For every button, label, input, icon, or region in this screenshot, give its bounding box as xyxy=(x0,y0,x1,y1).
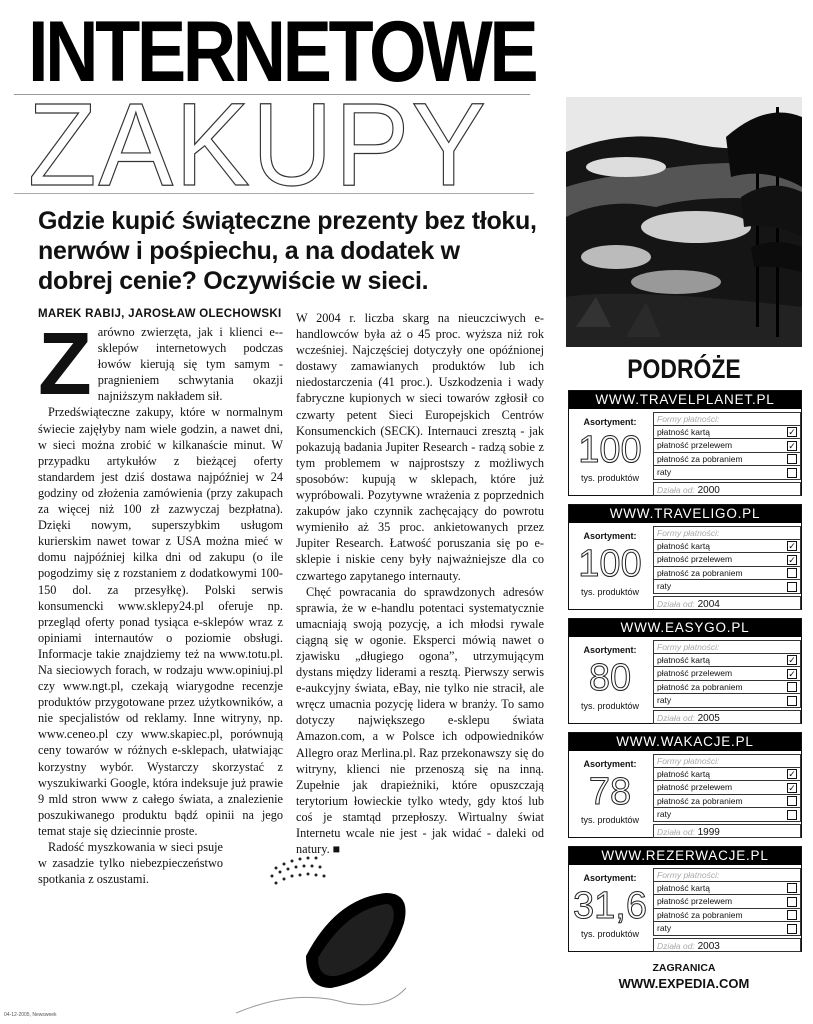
payment-installments-label: raty xyxy=(657,467,672,477)
shop-url: WWW.TRAVELIGO.PL xyxy=(569,505,801,523)
assortment-unit: tys. produktów xyxy=(580,473,640,483)
assortment-value: 100 xyxy=(578,429,642,471)
payment-card-checkbox: ✓ xyxy=(788,655,796,665)
mouse-illustration xyxy=(236,838,456,1018)
shop-card xyxy=(568,846,802,952)
article-paragraph: Chęć powracania do sprawdzonych adresów sprawia, że w e-handlu potentaci systematycznie umacniają swoją pozycję, a ich młodsi rywale ciągną się w ogonie. Eksperci mówią nawet o zjawisku „długiego ogona”, utrzymującym dystans między liderami a resztą. Pierwszy serwis e-aukcyjny świata, eBay, nie tylko nie stracił, ale wręcz umacnia pozycję lidera w branży. To samo dotyczy największego e-sklepu świata Amazon.com, a w Polsce ich odpowiedników Allegro oraz Merlina.pl. Raz przekonawszy się do witryny, klienci nie przenoszą się na inną. Zupełnie jak drapieżniki, które opuszczają terytorium łowieckie tylko wtedy, gdy ktoś lub coś je stamtąd przepłoszy. Wirtualny świat Internetu wcale nie jest - jak widać - daleki od natury. ■ xyxy=(296,584,544,857)
headline-bottom: ZAKUPY xyxy=(28,79,488,211)
payment-installments-label: raty xyxy=(657,923,672,933)
payment-header: Formy płatności: xyxy=(653,526,801,540)
payment-transfer-checkbox: ✓ xyxy=(788,668,796,679)
sidebar-title: PODRÓŻE xyxy=(627,354,741,384)
payment-transfer-row xyxy=(653,439,801,453)
since-label: Działa od: xyxy=(657,598,695,609)
payment-header: Formy płatności: xyxy=(653,412,801,426)
sidebar-footer-label: ZAGRANICA xyxy=(652,962,716,974)
payment-installments-row xyxy=(653,466,801,480)
payment-cod-checkbox xyxy=(787,796,797,806)
payment-transfer-label: płatność przelewem xyxy=(657,782,733,792)
payment-installments-row xyxy=(653,808,801,822)
payment-installments-checkbox xyxy=(787,924,797,934)
assortment-label: Asortyment: xyxy=(583,645,637,655)
payment-transfer-checkbox: ✓ xyxy=(788,554,796,565)
payment-card-label: płatność kartą xyxy=(657,426,710,437)
payment-cod-label: płatność za pobraniem xyxy=(657,453,743,464)
shop-url: WWW.EASYGO.PL xyxy=(569,619,801,637)
payment-installments-label: raty xyxy=(657,581,672,591)
shop-card xyxy=(568,732,802,838)
since-year: 2005 xyxy=(697,712,720,724)
payment-cod-row xyxy=(653,453,801,467)
payment-installments-row xyxy=(653,580,801,594)
payment-transfer-label: płatność przelewem xyxy=(657,440,733,450)
payment-cod-checkbox xyxy=(787,910,797,920)
assortment-label: Asortyment: xyxy=(583,417,637,427)
since-year: 1999 xyxy=(697,826,720,838)
payment-cod-label: płatność za pobraniem xyxy=(657,795,743,806)
since-year: 2004 xyxy=(697,598,720,610)
article-paragraph: Przedświąteczne zakupy, które w normalnym świecie zajęłyby nam wiele godzin, a nawet dni, w sieci można zrobić w kilkanaście minut. W przypadku artykułów z bieżącej oferty standardem jest dziś dostawa najpóźniej w 24 godziny od złożenia zamówienia (przy zakupach za więcej niż 100 zł zazwyczaj bezpłatna). Dzięki nowym, superszybkim usługom kurierskim nawet towar z USA można mieć w domu najpóźniej kilka dni od zakupu (o ile pogodzimy się z rozstaniem z dodatkowymi 100-150 dol. za przesyłkę). Polski serwis konsumencki www.sklepy24.pl oferuje np. przegląd oferty ponad tysiąca e-sklepów wraz z opiniami internautów o poziomie obsługi. Informacje takie znajdziemy też na www.totu.pl. Na sieciowych forach, w rodzaju www.opiniuj.pl czy www.ngt.pl, czekają wiarygodne recenzje produktów przygotowane przez użytkowników, a nie specjalistów od reklamy. Inne witryny, np. www.ceneo.pl czy www.skapiec.pl, porównują ceny towarów w różnych e-sklepach, ułatwiając korzystny wybór. Wystarczy skorzystać z wyszukiwarki Google, która indeksuje już prawie 9 mld stron www z całego świata, a znalezienie poszukiwanego produktu bądź opinii na jego temat staje się dziecinnie proste. xyxy=(38,405,283,838)
assortment-label: Asortyment: xyxy=(583,531,637,541)
payment-cod-label: płatność za pobraniem xyxy=(657,909,743,920)
payment-installments-row xyxy=(653,694,801,708)
assortment-value: 78 xyxy=(588,771,632,813)
payment-card-label: płatność kartą xyxy=(657,882,710,893)
assortment-value: 100 xyxy=(578,543,642,585)
since-label: Działa od: xyxy=(657,826,695,837)
payment-transfer-label: płatność przelewem xyxy=(657,668,733,678)
drop-cap: Z xyxy=(38,314,92,413)
sidebar-footer-url: WWW.EXPEDIA.COM xyxy=(618,976,750,991)
article-paragraph: W 2004 r. liczba skarg na nieuczciwych e-handlowców była aż o 45 proc. wyższa niż rok wcześniej. Najczęściej dotyczyły one opóźnionej dostawy zamawianych produktów lub ich niedostarczenia (41 proc.). Uszkodzenia i wady fabryczne kupionych w sieci towarów zgłosił co czwarty petent Sieci Europejskich Centrów Konsumenckich (SECK). Internauci zresztą - jak pokazują badania Jupiter Research - radzą sobie z tym problemem w najprostszy z możliwych sposobów: kupują w sklepach, które już wypróbowali. Pozytywne wrażenia z poprzednich zakupów jako czynnik zachęcający do powrotu wymieniło aż 35 proc. ankietowanych przez Jupiter Research. Łatwość poruszania się po e-sklepie i niskie ceny były najważniejsze dla co czwartego zapytanego internauty. xyxy=(296,311,544,583)
payment-transfer-label: płatność przelewem xyxy=(657,554,733,564)
page-credit: 04-12-2005, Newsweek xyxy=(4,1012,57,1018)
assortment-unit: tys. produktów xyxy=(580,701,640,711)
payment-card-checkbox: ✓ xyxy=(788,769,796,779)
shop-card xyxy=(568,618,802,724)
assortment-label: Asortyment: xyxy=(583,873,637,883)
payment-card-checkbox: ✓ xyxy=(788,541,796,551)
payment-card-label: płatność kartą xyxy=(657,768,710,779)
payment-installments-label: raty xyxy=(657,809,672,819)
assortment-label: Asortyment: xyxy=(583,759,637,769)
assortment-value: 80 xyxy=(588,657,632,699)
payment-installments-label: raty xyxy=(657,695,672,705)
payment-transfer-row xyxy=(653,667,801,681)
shop-card xyxy=(568,504,802,610)
assortment-unit: tys. produktów xyxy=(580,815,640,825)
shop-url: WWW.WAKACJE.PL xyxy=(569,733,801,751)
payment-card-row xyxy=(653,540,801,554)
payment-card-checkbox: ✓ xyxy=(788,427,796,437)
lead-paragraph: Gdzie kupić świąteczne prezenty bez tłoku, nerwów i pośpiechu, a na dodatek w dobrej cenie? Oczywiście w sieci. xyxy=(38,207,537,295)
payment-cod-row xyxy=(653,795,801,809)
payment-card-checkbox xyxy=(787,883,797,893)
article-paragraph: arówno zwierzęta, jak i klienci e--sklepów internetowych podczas łowów kierują się tym samym - pragnieniem schwytania okazji najniższym nakładem sił. xyxy=(97,325,283,404)
payment-transfer-checkbox: ✓ xyxy=(788,440,796,451)
payment-cod-row xyxy=(653,909,801,923)
payment-cod-row xyxy=(653,681,801,695)
payment-transfer-checkbox: ✓ xyxy=(788,782,796,793)
headline-rule-bottom xyxy=(14,193,534,194)
payment-installments-checkbox xyxy=(787,582,797,592)
assortment-unit: tys. produktów xyxy=(580,929,640,939)
byline: MAREK RABIJ, JAROSŁAW OLECHOWSKI xyxy=(38,308,282,320)
payment-card-row xyxy=(653,768,801,782)
payment-installments-checkbox xyxy=(787,810,797,820)
assortment-value: 31,6 xyxy=(573,885,647,927)
payment-transfer-row xyxy=(653,781,801,795)
payment-cod-checkbox xyxy=(787,682,797,692)
payment-header: Formy płatności: xyxy=(653,868,801,882)
payment-cod-label: płatność za pobraniem xyxy=(657,567,743,578)
shop-url: WWW.TRAVELPLANET.PL xyxy=(569,391,801,409)
since-row xyxy=(653,596,801,610)
shop-card xyxy=(568,390,802,496)
payment-cod-label: płatność za pobraniem xyxy=(657,681,743,692)
shop-url: WWW.REZERWACJE.PL xyxy=(569,847,801,865)
since-row xyxy=(653,710,801,724)
payment-transfer-row xyxy=(653,895,801,909)
payment-installments-checkbox xyxy=(787,468,797,478)
since-year: 2003 xyxy=(697,940,720,952)
payment-card-label: płatność kartą xyxy=(657,540,710,551)
article-paragraph: Radość myszkowania w sieci psuje w zasadzie tylko niebezpieczeństwo spotkania z oszustami. xyxy=(38,840,223,887)
payment-card-label: płatność kartą xyxy=(657,654,710,665)
payment-header: Formy płatności: xyxy=(653,754,801,768)
since-label: Działa od: xyxy=(657,940,695,951)
since-row xyxy=(653,824,801,838)
since-row xyxy=(653,482,801,496)
payment-header: Formy płatności: xyxy=(653,640,801,654)
payment-card-row xyxy=(653,654,801,668)
since-row xyxy=(653,938,801,952)
since-label: Działa od: xyxy=(657,484,695,495)
headline-top: INTERNETOWE xyxy=(28,4,536,100)
payment-cod-row xyxy=(653,567,801,581)
payment-card-row xyxy=(653,882,801,896)
landscape-photo xyxy=(566,97,802,347)
article-column-2 xyxy=(296,310,544,857)
assortment-unit: tys. produktów xyxy=(580,587,640,597)
payment-transfer-row xyxy=(653,553,801,567)
since-year: 2000 xyxy=(697,484,720,496)
payment-installments-row xyxy=(653,922,801,936)
payment-card-row xyxy=(653,426,801,440)
payment-transfer-checkbox xyxy=(787,897,797,907)
payment-cod-checkbox xyxy=(787,568,797,578)
since-label: Działa od: xyxy=(657,712,695,723)
payment-cod-checkbox xyxy=(787,454,797,464)
payment-transfer-label: płatność przelewem xyxy=(657,896,733,906)
payment-installments-checkbox xyxy=(787,696,797,706)
